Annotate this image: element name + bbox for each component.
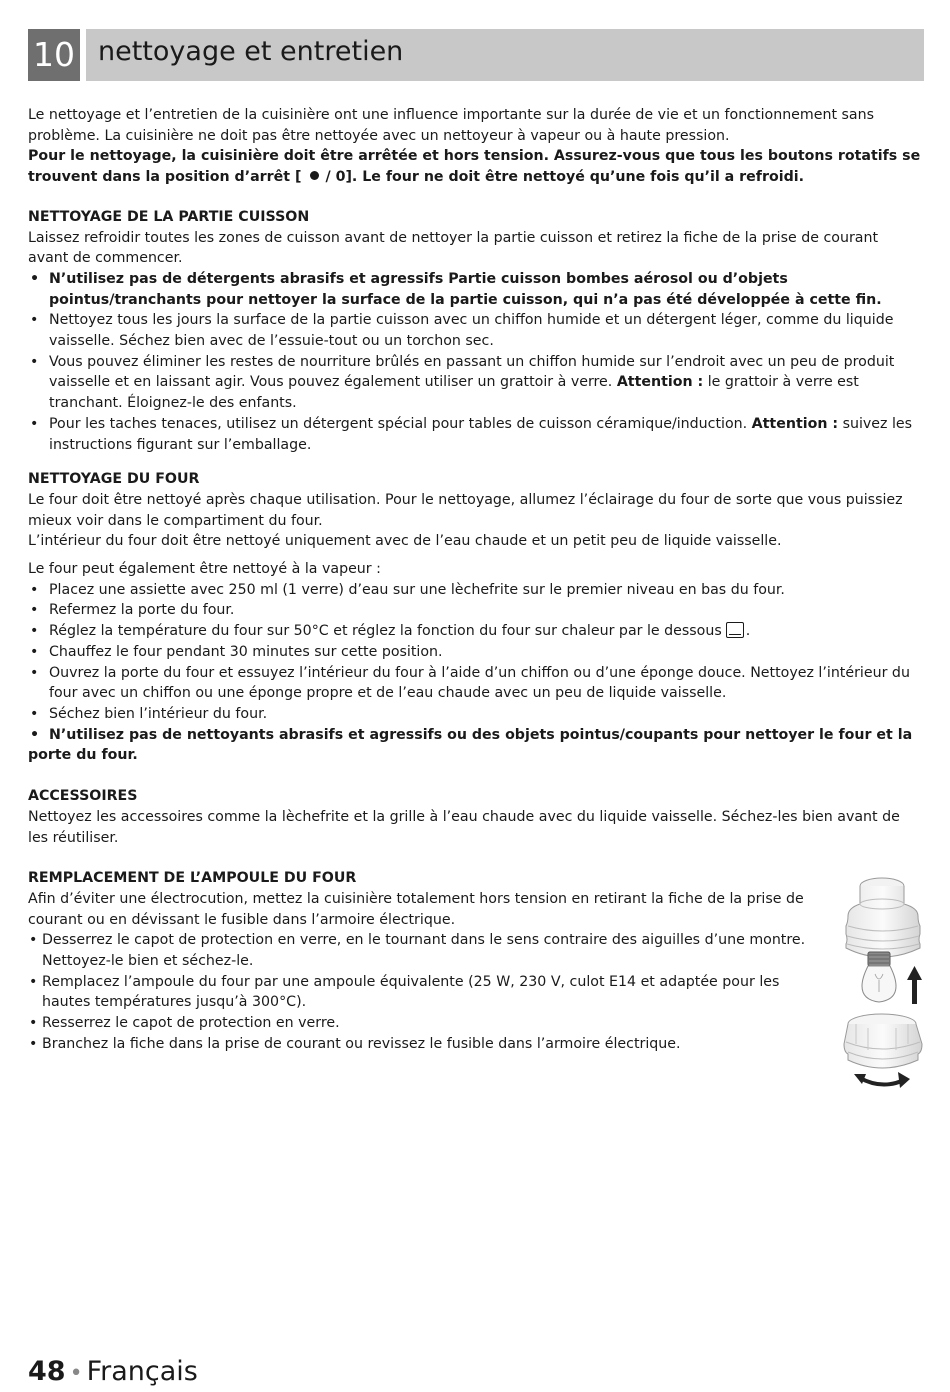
list-item-text: le grattoir à verre est tranchant. Éloignez-le des enfants.: [49, 374, 859, 412]
attention-label: Attention :: [751, 415, 839, 432]
lamp-section: [28, 868, 818, 1054]
page-footer: [28, 1354, 198, 1392]
page-content: [28, 105, 922, 1055]
page-number: 48: [28, 1356, 66, 1387]
rotate-arrow-icon: [854, 1072, 910, 1088]
list-item: • Branchez la fiche dans la prise de courant ou revissez le fusible dans l’armoire électrique.: [28, 1034, 818, 1055]
lamp-replacement-illustration: [838, 874, 928, 1096]
cooktop-list: [28, 269, 922, 455]
lamp-text: Afin d’éviter une électrocution, mettez la cuisinière totalement hors tension en retirant la fiche de la prise de courant ou en dévissant le fusible dans l’armoire électrique.: [28, 890, 804, 928]
chapter-title: nettoyage et entretien: [86, 29, 924, 81]
oven-text-1: Le four doit être nettoyé après chaque utilisation. Pour le nettoyage, allumez l’éclairage du four de sorte que vous puissiez mieux voir dans le compartiment du four.: [28, 491, 903, 529]
bulb-icon: [862, 952, 896, 1002]
list-item-text: Pour les taches tenaces, utilisez un détergent spécial pour tables de cuisson céramique/induction.: [49, 415, 748, 432]
list-item: • Remplacez l’ampoule du four par une ampoule équivalente (25 W, 230 V, culot E14 et adaptée pour les hautes températures jusqu’à 300°C).: [28, 972, 818, 1013]
list-item: • Nettoyez tous les jours la surface de la partie cuisson avec un chiffon humide et un détergent léger, comme du liquide vaisselle. Séchez bien avec de l’essuie-tout ou un torchon sec.: [28, 310, 922, 351]
oven-warning: [28, 725, 922, 766]
footer-separator: •: [69, 1361, 83, 1386]
oven-text-2: L’intérieur du four doit être nettoyé uniquement avec de l’eau chaude et un petit peu de liquide vaisselle.: [28, 533, 782, 550]
intro-warning-part2: / 0]. Le four ne doit être nettoyé qu’une fois qu’il a refroidi.: [325, 169, 804, 186]
glass-cover-icon: [846, 878, 920, 957]
chapter-number: 10: [28, 29, 80, 81]
attention-label: Attention :: [616, 374, 704, 391]
steam-intro: Le four peut également être nettoyé à la vapeur :: [28, 561, 381, 578]
list-item: [28, 352, 922, 414]
list-item: • Resserrez le capot de protection en verre.: [28, 1013, 818, 1034]
intro-paragraph: Le nettoyage et l’entretien de la cuisinière ont une influence importante sur la durée de vie et un fonctionnement sans problème. La cuisinière ne doit pas être nettoyée avec un nettoyeur à vapeur ou à haute pression.: [28, 107, 874, 144]
list-item: • Chauffez le four pendant 30 minutes sur cette position.: [28, 642, 922, 663]
intro-warning-part1: Pour le nettoyage, la cuisinière doit être arrêtée et hors tension. Assurez-vous que tous les boutons rotatifs se trouvent dans la position d’arrêt [: [28, 148, 921, 186]
lamp-socket-icon: [844, 1014, 922, 1068]
bottom-heat-icon: [726, 622, 744, 638]
list-item: [28, 414, 922, 455]
off-position-dot-icon: [310, 171, 319, 180]
oven-warning-text: N’utilisez pas de nettoyants abrasifs et agressifs ou des objets pointus/coupants pour nettoyer le four et la porte du four.: [28, 726, 913, 764]
intro-warning: [28, 146, 922, 187]
list-item: • Réglez la température du four sur 50°C et réglez la fonction du four sur chaleur par le dessous .: [28, 621, 922, 642]
list-item: • Ouvrez la porte du four et essuyez l’intérieur du four à l’aide d’un chiffon ou d’une éponge douce. Nettoyez l’intérieur du four avec un chiffon ou une éponge propre et de l’eau chaude avec un peu de liquide vaisselle.: [28, 663, 922, 704]
list-item: • Séchez bien l’intérieur du four.: [28, 704, 922, 725]
accessories-heading: ACCESSOIRES: [28, 788, 138, 805]
chapter-header: [28, 29, 924, 81]
footer-language: Français: [86, 1356, 198, 1387]
oven-heading: NETTOYAGE DU FOUR: [28, 471, 200, 488]
arrow-up-icon: [907, 966, 922, 1004]
list-item-text: Vous pouvez éliminer les restes de nourriture brûlés en passant un chiffon humide sur l’endroit avec un peu de produit vaisselle et en laissant agir. Vous pouvez également utiliser un grattoir à verre.: [49, 353, 895, 391]
bullet-mark: •: [30, 726, 40, 743]
list-item: • Desserrez le capot de protection en verre, en le tournant dans le sens contraire des aiguilles d’une montre. Nettoyez-le bien et séchez-le.: [28, 930, 818, 971]
list-item: • N’utilisez pas de détergents abrasifs et agressifs Partie cuisson bombes aérosol ou d’objets pointus/tranchants pour nettoyer la surface de la partie cuisson, qui n’a pas été développée à cette fin.: [28, 269, 922, 310]
cooktop-text: Laissez refroidir toutes les zones de cuisson avant de nettoyer la partie cuisson et retirez la fiche de la prise de courant avant de commencer.: [28, 229, 879, 267]
lamp-steps-list: [28, 930, 818, 1054]
accessories-text: Nettoyez les accessoires comme la lèchefrite et la grille à l’eau chaude avec du liquide vaisselle. Séchez-les bien avant de les réutiliser.: [28, 808, 900, 846]
steam-steps-list: [28, 580, 922, 725]
list-item-text: suivez les instructions figurant sur l’emballage.: [49, 415, 913, 453]
list-item: • Refermez la porte du four.: [28, 600, 922, 621]
list-item-text: Réglez la température du four sur 50°C et réglez la fonction du four sur chaleur par le dessous: [49, 623, 722, 640]
cooktop-heading: NETTOYAGE DE LA PARTIE CUISSON: [28, 208, 310, 225]
list-item: • Placez une assiette avec 250 ml (1 verre) d’eau sur une lèchefrite sur le premier niveau en bas du four.: [28, 580, 922, 601]
lamp-heading: REMPLACEMENT DE L’AMPOULE DU FOUR: [28, 870, 357, 887]
